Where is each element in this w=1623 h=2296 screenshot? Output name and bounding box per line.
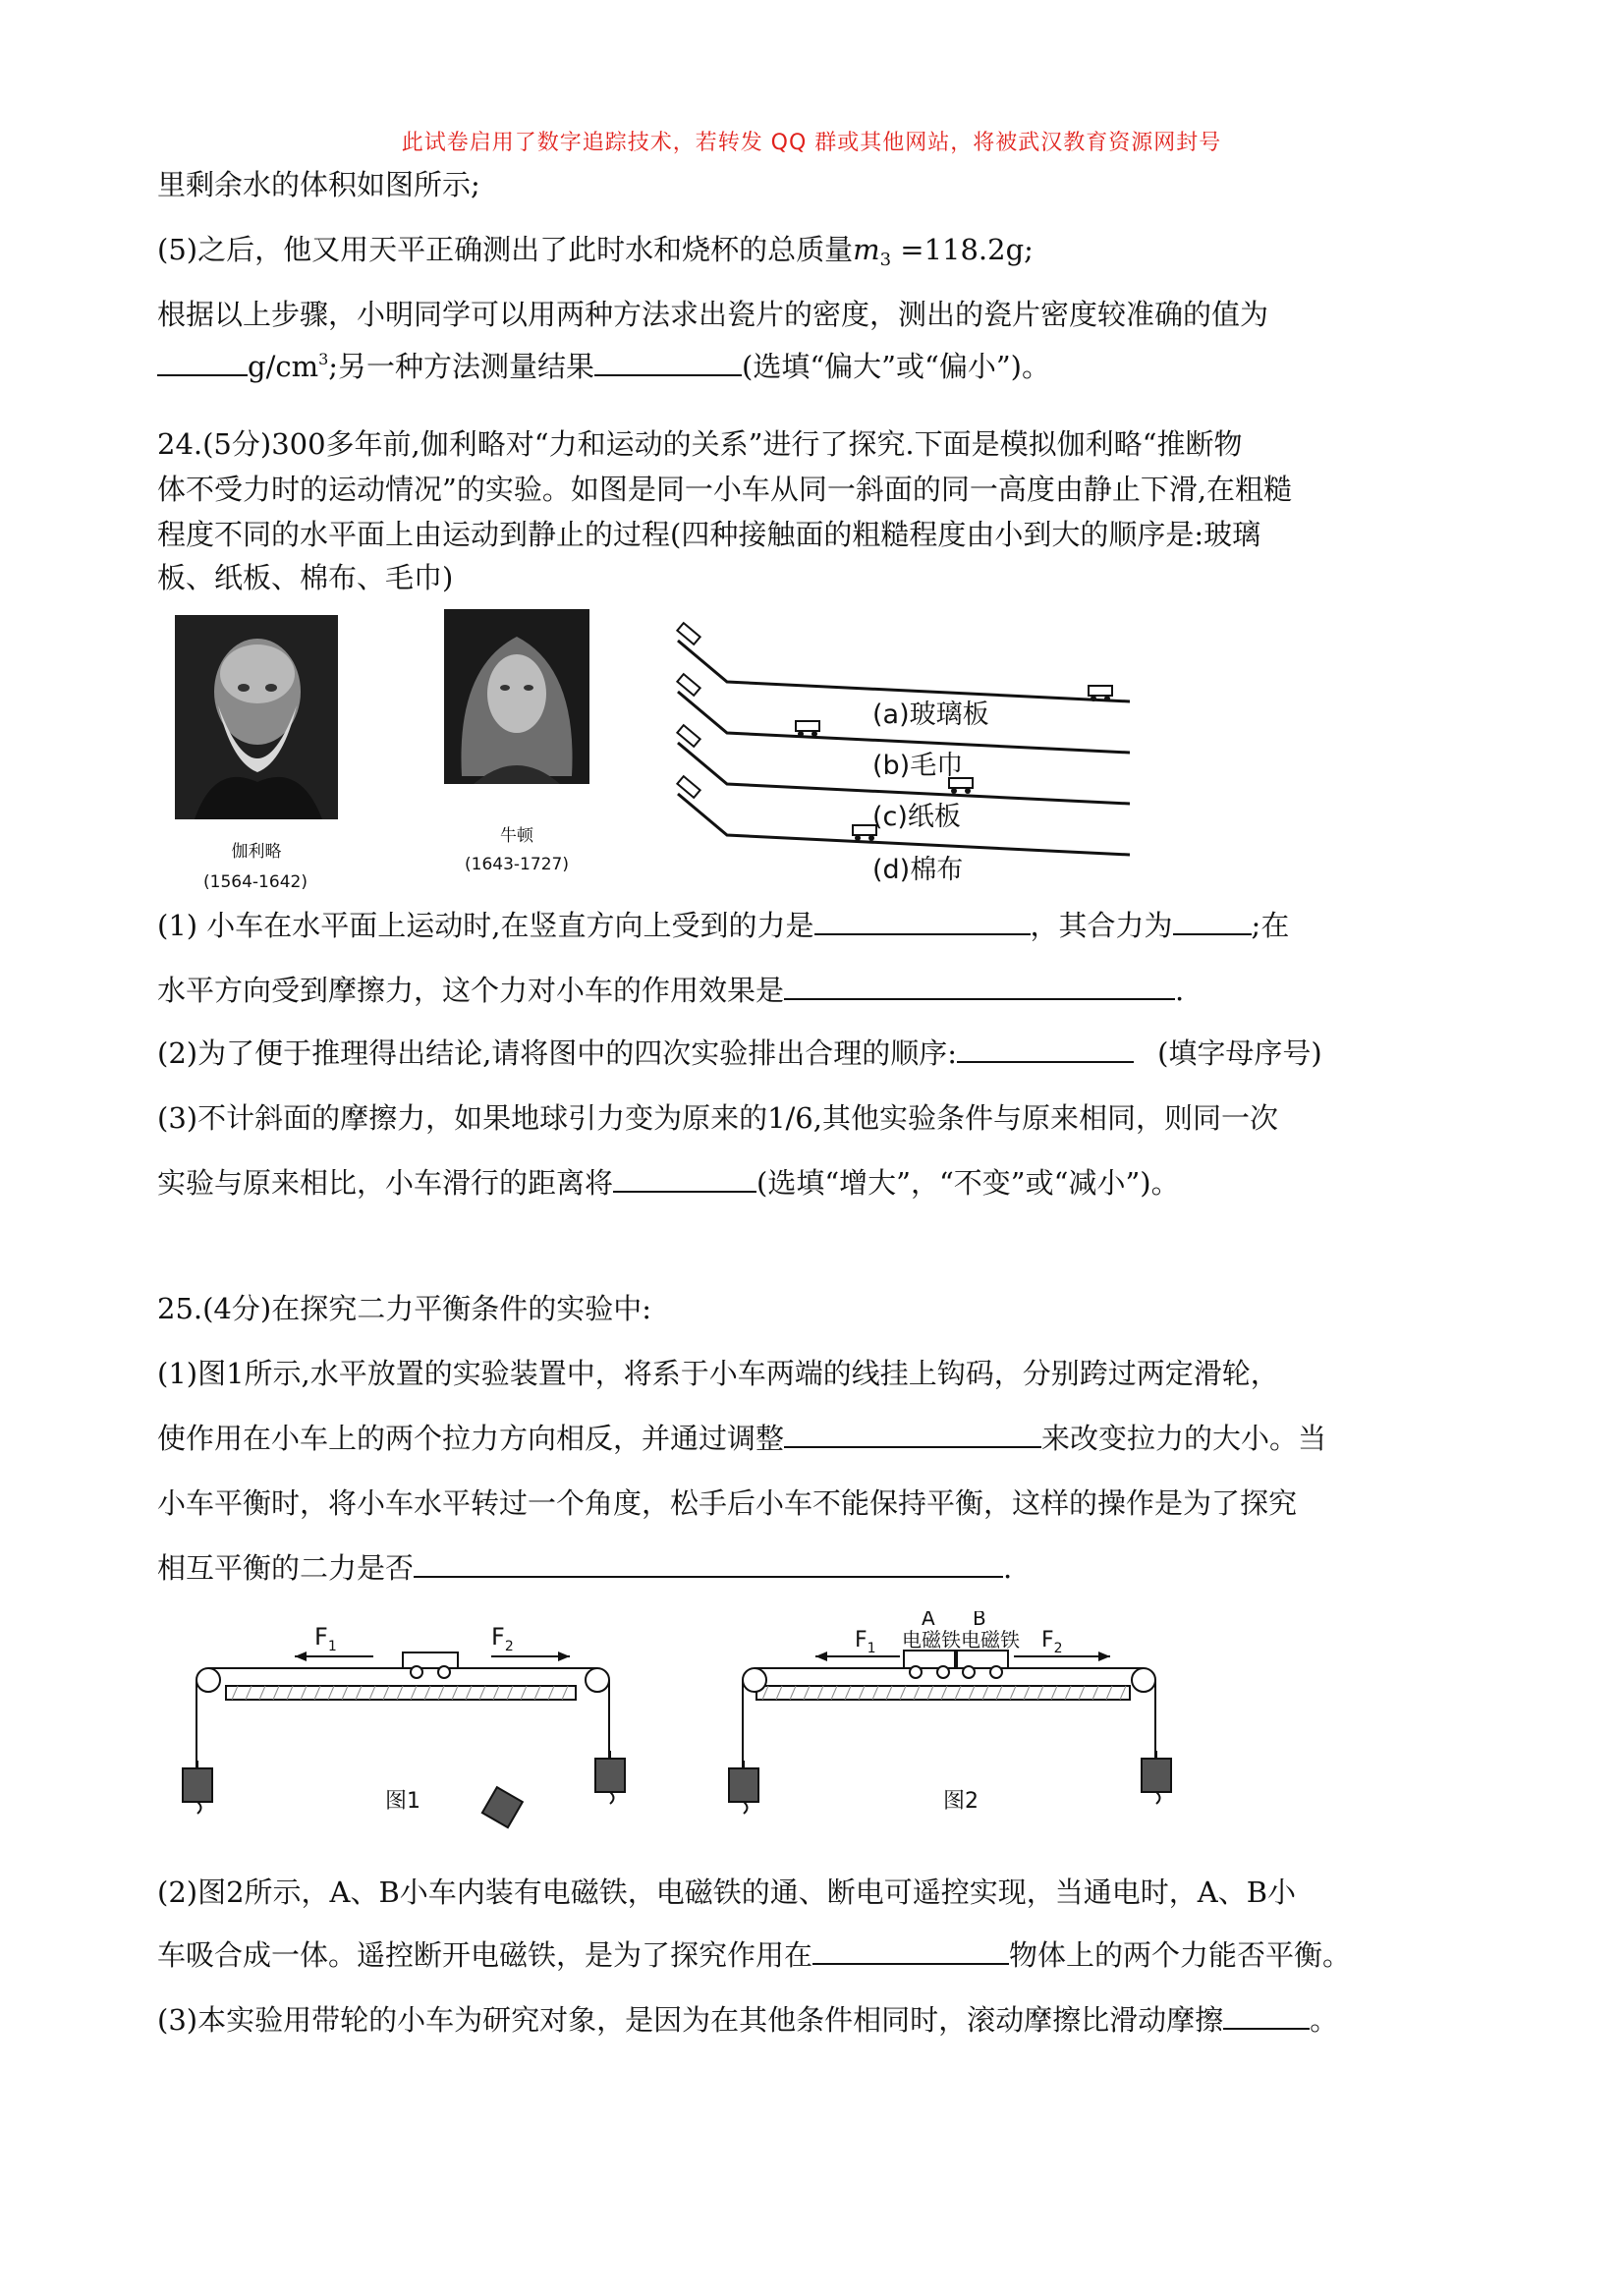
newton-portrait xyxy=(444,609,589,784)
q24-blank-net-force[interactable] xyxy=(1173,906,1252,935)
q25-p1-period: . xyxy=(1003,1551,1013,1585)
fig1-f1-sub: 1 xyxy=(327,1639,337,1654)
fig1-caption: 图1 xyxy=(385,1789,420,1814)
fig1-weight-right xyxy=(595,1759,625,1792)
q23-line3: 根据以上步骤，小明同学可以用两种方法求出瓷片的密度，测出的瓷片密度较准确的值为 xyxy=(157,298,1269,331)
q24-intro-line2: 体不受力时的运动情况”的实验。如图是同一小车从同一斜面的同一高度由静止下滑,在粗糙 xyxy=(157,473,1293,506)
fig1-pulley-left xyxy=(196,1668,220,1692)
q24-p3-text: 实验与原来相比，小车滑行的距离将 xyxy=(157,1166,614,1200)
fig2-cart-b xyxy=(957,1651,1008,1668)
surface-label-b: (b)毛巾 xyxy=(872,751,964,781)
fig2-magnet-a: 电磁铁 xyxy=(902,1628,961,1652)
q25-p1-force: 来改变拉力的大小。当 xyxy=(1041,1422,1327,1455)
fig2-weight-left xyxy=(729,1768,758,1802)
q23-mass-var: m xyxy=(853,233,880,266)
galileo-name: 伽利略 xyxy=(231,842,282,862)
q25-p2-tail: 物体上的两个力能否平衡。 xyxy=(1009,1938,1352,1972)
fig1-f2-label: F xyxy=(491,1623,505,1651)
q24-p2-text: (2)为了便于推理得出结论,请将图中的四次实验排出合理的顺序: xyxy=(157,1036,958,1070)
q25-blank-same-object[interactable] xyxy=(812,1935,1009,1965)
fig2-weight-right xyxy=(1142,1759,1171,1792)
fig2-caption: 图2 xyxy=(943,1789,979,1814)
q24-part1-line1 xyxy=(157,906,1289,945)
ramp-a xyxy=(678,641,1130,701)
svg-text:F2 xyxy=(1041,1628,1063,1656)
q24-part3-line1: (3)不计斜面的摩擦力，如果地球引力变为原来的1/6,其他实验条件与原来相同，则同一次 xyxy=(157,1101,1278,1135)
figure-1 xyxy=(177,1611,629,1847)
q23-choice-hint: (选填“偏大”或“偏小”)。 xyxy=(742,350,1050,383)
q25-p1-whether: 相互平衡的二力是否 xyxy=(157,1551,415,1585)
q23-line1: 里剩余水的体积如图所示; xyxy=(157,168,480,201)
q25-p3-end: 。 xyxy=(1310,2003,1339,2037)
q23-answer-blank-density[interactable] xyxy=(157,347,248,376)
fig1-weight-left xyxy=(183,1768,212,1802)
q23-step5-text: (5)之后，他又用天平正确测出了此时水和烧杯的总质量 xyxy=(157,233,854,266)
q24-p1-period: . xyxy=(1175,974,1185,1007)
q24-intro-line1: 24.(5分)300多年前,伽利略对“力和运动的关系”进行了探究.下面是模拟伽利略“推断物 xyxy=(157,427,1243,461)
fig1-pulley-right xyxy=(586,1668,609,1692)
q23-other-method: ;另一种方法测量结果 xyxy=(328,350,595,383)
fig1-f2-sub: 2 xyxy=(504,1639,514,1654)
q25-p2-text: 车吸合成一体。遥控断开电磁铁，是为了探究作用在 xyxy=(157,1938,813,1972)
q23-mass-sub: 3 xyxy=(879,250,892,270)
surface-label-d: (d)棉布 xyxy=(872,855,964,885)
cart-end-b xyxy=(796,721,819,731)
q23-mass-value: =118.2g; xyxy=(891,233,1034,266)
q24-p2-hint: (填字母序号) xyxy=(1157,1036,1322,1070)
newton-name: 牛顿 xyxy=(500,826,533,846)
q24-part3-line2 xyxy=(157,1163,1180,1203)
fig2-f2-sub: 2 xyxy=(1053,1641,1063,1656)
fig2-label-a: A xyxy=(922,1611,935,1630)
fig2-f1-sub: 1 xyxy=(867,1641,876,1656)
fig1-f1-label: F xyxy=(314,1623,328,1651)
q24-blank-distance[interactable] xyxy=(613,1163,756,1193)
q24-part2 xyxy=(157,1034,1322,1073)
fig2-cart-a xyxy=(904,1651,955,1668)
q25-blank-adjust[interactable] xyxy=(784,1419,1041,1448)
surface-label-c: (c)纸板 xyxy=(872,802,961,832)
fig2-label-b: B xyxy=(973,1611,986,1630)
fig1-cart xyxy=(403,1652,458,1668)
ramp-diagram xyxy=(668,621,1140,896)
q24-p1-friction: 水平方向受到摩擦力，这个力对小车的作用效果是 xyxy=(157,974,785,1007)
q24-part1-line2 xyxy=(157,971,1184,1010)
figure-2 xyxy=(707,1611,1218,1847)
fig2-pulley-right xyxy=(1132,1668,1155,1692)
q25-p3-text: (3)本实验用带轮的小车为研究对象，是因为在其他条件相同时，滚动摩擦比滑动摩擦 xyxy=(157,2003,1224,2037)
fig2-pulley-left xyxy=(743,1668,766,1692)
galileo-years: (1564-1642) xyxy=(203,872,308,892)
newton-years: (1643-1727) xyxy=(465,855,569,874)
q25-part1-line3: 小车平衡时，将小车水平转过一个角度，松手后小车不能保持平衡，这样的操作是为了探究 xyxy=(157,1486,1298,1520)
q23-line4 xyxy=(157,340,1050,386)
q24-blank-vertical-forces[interactable] xyxy=(814,906,1031,935)
svg-text:F1 xyxy=(314,1623,337,1654)
q23-line2 xyxy=(157,230,1034,280)
q24-p3-hint: (选填“增大”，“不变”或“减小”)。 xyxy=(756,1166,1180,1200)
svg-text:F2 xyxy=(491,1623,514,1654)
q25-intro: 25.(4分)在探究二力平衡条件的实验中: xyxy=(157,1292,651,1325)
q23-answer-blank-bias[interactable] xyxy=(594,347,742,376)
q24-p1-net: ，其合力为 xyxy=(1030,909,1173,942)
q25-p1-adjust: 使作用在小车上的两个拉力方向相反，并通过调整 xyxy=(157,1422,785,1455)
q25-part1-line2 xyxy=(157,1419,1326,1458)
q25-part3 xyxy=(157,2000,1338,2040)
fig2-magnet-b: 电磁铁 xyxy=(961,1628,1020,1652)
q23-density-unit: g/cm xyxy=(248,350,319,383)
svg-text:F1 xyxy=(855,1628,876,1656)
q25-blank-friction[interactable] xyxy=(1223,2000,1310,2030)
q25-part1-line4 xyxy=(157,1548,1012,1588)
q24-p1-tail: ;在 xyxy=(1251,909,1290,942)
q24-intro-line4: 板、纸板、棉布、毛巾) xyxy=(157,561,454,594)
fig1-stray-weight xyxy=(482,1787,523,1827)
q25-part2-line2 xyxy=(157,1935,1351,1975)
q24-blank-order[interactable] xyxy=(957,1034,1134,1063)
tracking-notice: 此试卷启用了数字追踪技术，若转发 QQ 群或其他网站，将被武汉教育资源网封号 xyxy=(401,131,1222,155)
cart-end-a xyxy=(1089,686,1112,696)
surface-label-a: (a)玻璃板 xyxy=(872,700,989,730)
q25-part2-line1: (2)图2所示，A、B小车内装有电磁铁，电磁铁的通、断电可遥控实现，当通电时，A、B小 xyxy=(157,1876,1297,1909)
q23-unit-sup: 3 xyxy=(318,350,329,368)
q25-blank-balance[interactable] xyxy=(414,1548,1003,1578)
q25-part1-line1: (1)图1所示,水平放置的实验装置中，将系于小车两端的线挂上钩码，分别跨过两定滑轮， xyxy=(157,1357,1279,1390)
q24-blank-friction-effect[interactable] xyxy=(784,971,1175,1000)
fig2-f1-label: F xyxy=(855,1628,867,1652)
q24-intro-line3: 程度不同的水平面上由运动到静止的过程(四种接触面的粗糙程度由小到大的顺序是:玻璃 xyxy=(157,518,1261,551)
fig2-table xyxy=(756,1686,1130,1700)
fig2-f2-label: F xyxy=(1041,1628,1054,1652)
q24-p1-text: (1) 小车在水平面上运动时,在竖直方向上受到的力是 xyxy=(157,909,814,942)
galileo-portrait xyxy=(175,615,338,819)
